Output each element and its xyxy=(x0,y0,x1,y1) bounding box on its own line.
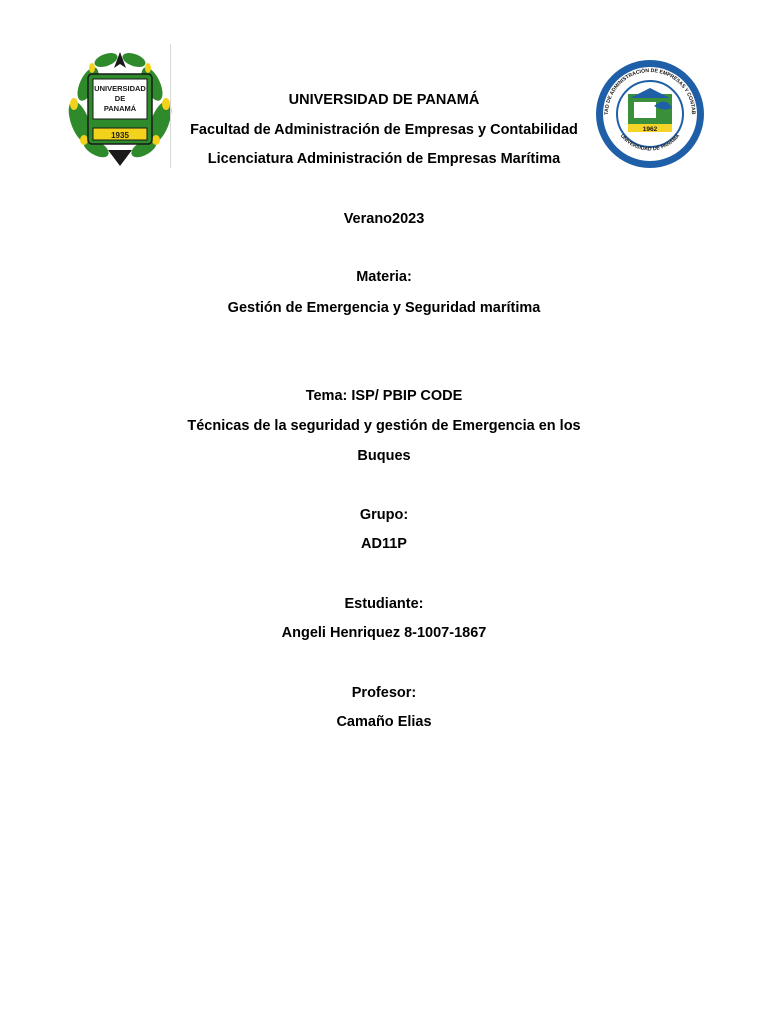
logo-text-3: PANAMÁ xyxy=(103,104,137,113)
logo-year: 1935 xyxy=(111,131,129,140)
degree-name: Licenciatura Administración de Empresas Marítima xyxy=(207,151,561,167)
subject-label: Materia: xyxy=(356,269,412,285)
group-value: AD11P xyxy=(361,536,407,552)
topic-line-2: Buques xyxy=(357,448,411,464)
group-label: Grupo: xyxy=(359,507,409,523)
student-value: Angeli Henriquez 8-1007-1867 xyxy=(281,625,487,641)
student-label: Estudiante: xyxy=(344,596,424,612)
topic-label: Tema: ISP/ PBIP CODE xyxy=(305,388,463,404)
logo-text-2: DE xyxy=(114,94,126,103)
logo-text-1: UNIVERSIDAD xyxy=(94,84,146,93)
seal-ring-top-text: TAD DE ADMINISTRACIÓN DE EMPRESAS Y CONTAB xyxy=(603,67,697,115)
term: Verano2023 xyxy=(343,211,425,227)
seal-year: 1962 xyxy=(642,126,658,133)
professor-value: Camaño Elias xyxy=(336,714,432,730)
university-name: UNIVERSIDAD DE PANAMÁ xyxy=(288,92,480,108)
seal-ring-bottom-text: UNIVERSIDAD DE PANAMÁ xyxy=(618,133,682,153)
professor-label: Profesor: xyxy=(351,685,417,701)
topic-line-1: Técnicas de la seguridad y gestión de Emergencia en los xyxy=(187,418,581,434)
faculty-name: Facultad de Administración de Empresas y Contabilidad xyxy=(190,122,578,138)
subject-value: Gestión de Emergencia y Seguridad marítima xyxy=(227,300,541,316)
